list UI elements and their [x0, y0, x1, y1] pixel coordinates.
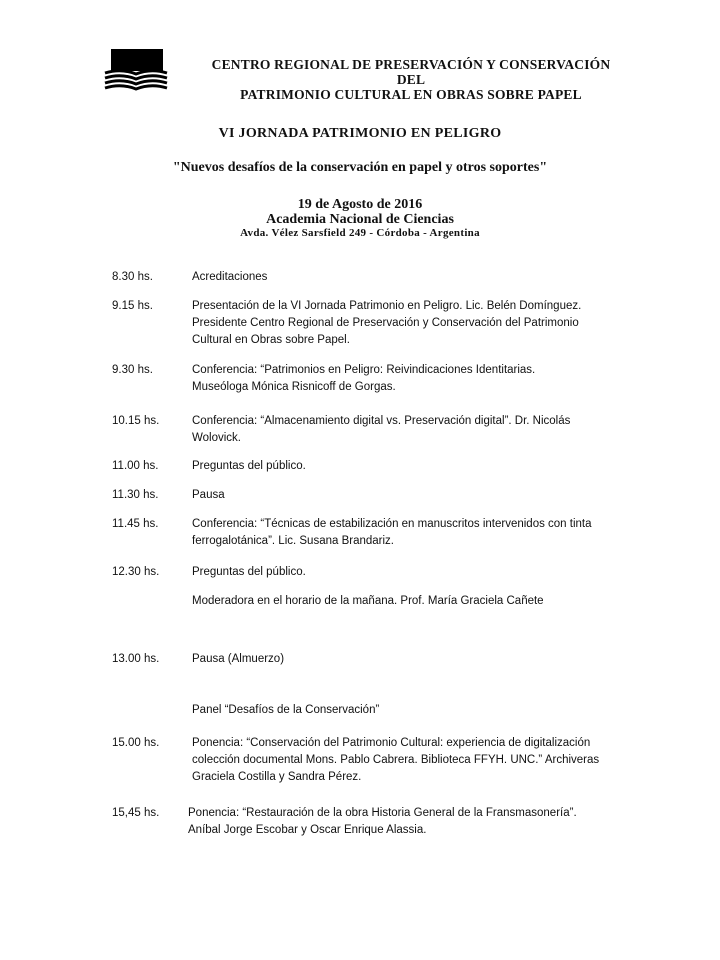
event-venue: Academia Nacional de Ciencias: [266, 212, 454, 227]
schedule-description: [188, 805, 618, 839]
schedule-line: Conferencia: “Almacenamiento digital vs. Preservación digital”. Dr. Nicolás: [192, 415, 571, 427]
schedule-description: [192, 735, 622, 786]
schedule-line: Pausa: [192, 489, 225, 501]
schedule-time: 11.30 hs.: [112, 489, 159, 501]
book-logo-icon: [103, 47, 169, 91]
schedule-line: Museóloga Mónica Risnicoff de Gorgas.: [192, 381, 396, 393]
schedule-description: [192, 593, 622, 610]
org-line-2: PATRIMONIO CULTURAL EN OBRAS SOBRE PAPEL: [240, 87, 582, 102]
schedule-description: [192, 516, 622, 550]
organization-name: [196, 57, 626, 102]
schedule-time: 12.30 hs.: [112, 566, 160, 578]
schedule-line: Panel “Desafíos de la Conservación”: [192, 704, 380, 716]
schedule-line: Ponencia: “Conservación del Patrimonio Cultural: experiencia de digitalización: [192, 737, 591, 749]
schedule-line: Presentación de la VI Jornada Patrimonio en Peligro. Lic. Belén Domínguez.: [192, 300, 582, 312]
schedule-description: [192, 651, 622, 668]
schedule-time: 9.15 hs.: [112, 300, 153, 312]
schedule-time: 9.30 hs.: [112, 364, 153, 376]
event-date: 19 de Agosto de 2016: [297, 197, 423, 212]
schedule-time: 8.30 hs.: [112, 271, 153, 283]
schedule-line: Preguntas del público.: [192, 566, 306, 578]
schedule-description: [192, 458, 622, 475]
schedule-line: Aníbal Jorge Escobar y Oscar Enrique Alassia.: [188, 824, 427, 836]
schedule-description: [192, 413, 622, 447]
schedule-description: [192, 702, 622, 719]
schedule-description: [192, 269, 622, 286]
schedule-time: 10.15 hs.: [112, 415, 160, 427]
org-line-1: CENTRO REGIONAL DE PRESERVACIÓN Y CONSERVACIÓN DEL: [211, 57, 611, 87]
schedule-description: [192, 564, 622, 581]
event-title: VI JORNADA PATRIMONIO EN PELIGRO: [218, 126, 502, 141]
schedule-line: Ponencia: “Restauración de la obra Historia General de la Fransmasonería”.: [188, 807, 577, 819]
schedule-description: [192, 487, 622, 504]
schedule-line: Wolovick.: [192, 432, 241, 444]
event-subtitle: "Nuevos desafíos de la conservación en papel y otros soportes": [172, 160, 548, 175]
schedule-line: Preguntas del público.: [192, 460, 306, 472]
schedule-line: Cultural en Obras sobre Papel.: [192, 334, 350, 346]
schedule-line: Conferencia: “Técnicas de estabilización en manuscritos intervenidos con tinta: [192, 518, 592, 530]
schedule-time: 11.00 hs.: [112, 460, 159, 472]
schedule-time: 15,45 hs.: [112, 807, 160, 819]
schedule-description: [192, 298, 622, 349]
schedule-line: Conferencia: “Patrimonios en Peligro: Reivindicaciones Identitarias.: [192, 364, 536, 376]
schedule-line: ferrogalotánica”. Lic. Susana Brandariz.: [192, 535, 394, 547]
event-address: Avda. Vélez Sarsfield 249 - Córdoba - Argentina: [240, 227, 480, 239]
schedule-time: 15.00 hs.: [112, 737, 160, 749]
schedule-line: Graciela Costilla y Sandra Pérez.: [192, 771, 362, 783]
schedule-line: Pausa (Almuerzo): [192, 653, 285, 665]
schedule-line: Acreditaciones: [192, 271, 268, 283]
schedule-description: [192, 362, 622, 396]
schedule-time: 13.00 hs.: [112, 653, 160, 665]
schedule-line: Presidente Centro Regional de Preservación y Conservación del Patrimonio: [192, 317, 579, 329]
schedule-line: Moderadora en el horario de la mañana. Prof. María Graciela Cañete: [192, 595, 544, 607]
schedule-line: colección documental Mons. Pablo Cabrera. Biblioteca FFYH. UNC.” Archiveras: [192, 754, 600, 766]
schedule-time: 11.45 hs.: [112, 518, 159, 530]
